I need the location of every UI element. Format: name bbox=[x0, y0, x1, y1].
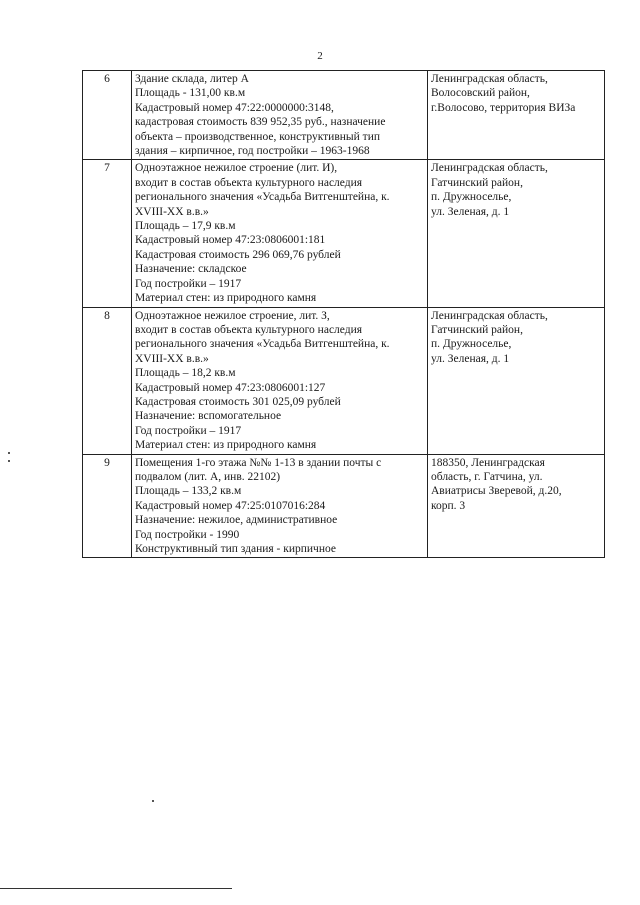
row-number: 9 bbox=[83, 454, 132, 558]
description-line: Помещения 1-го этажа №№ 1-13 в здании почты с bbox=[135, 456, 382, 469]
description-line: объекта – производственное, конструктивный тип bbox=[135, 130, 381, 143]
description-line: Здание склада, литер А bbox=[135, 73, 249, 85]
description-line: Площадь – 17,9 кв.м bbox=[135, 220, 236, 233]
description-line: Одноэтажное нежилое строение (лит. И), bbox=[135, 162, 338, 175]
description-line: Одноэтажное нежилое строение, лит. З, bbox=[135, 309, 330, 322]
description-line: XVIII-XX в.в.» bbox=[135, 205, 209, 218]
property-address bbox=[428, 307, 605, 454]
address-line: Гатчинский район, bbox=[431, 323, 523, 336]
row-number: 6 bbox=[83, 71, 132, 160]
table-row bbox=[83, 160, 605, 307]
property-description bbox=[132, 454, 428, 558]
property-description bbox=[132, 307, 428, 454]
address-line: ул. Зеленая, д. 1 bbox=[431, 205, 510, 218]
description-line: кадастровая стоимость 839 952,35 руб., назначение bbox=[135, 116, 386, 129]
address-line: Волосовский район, bbox=[431, 87, 530, 100]
table-row bbox=[83, 71, 605, 160]
description-line: Площадь – 133,2 кв.м bbox=[135, 485, 242, 498]
description-line: входит в состав объекта культурного наследия bbox=[135, 176, 363, 189]
scan-speck bbox=[152, 800, 154, 802]
property-address bbox=[428, 160, 605, 307]
description-line: Год постройки – 1917 bbox=[135, 277, 242, 290]
row-number: 7 bbox=[83, 160, 132, 307]
description-line: Кадастровый номер 47:23:0806001:181 bbox=[135, 234, 326, 247]
address-line: корп. 3 bbox=[431, 499, 466, 512]
description-line: регионального значения «Усадьба Витгенштейна, к. bbox=[135, 191, 390, 204]
description-line: Площадь - 131,00 кв.м bbox=[135, 87, 246, 100]
description-line: здания – кирпичное, год постройки – 1963-1968 bbox=[135, 145, 370, 158]
address-line: п. Дружноселье, bbox=[431, 191, 512, 204]
property-table-body bbox=[83, 71, 605, 558]
property-address bbox=[428, 454, 605, 558]
address-line: г.Волосово, территория ВИЗа bbox=[431, 101, 576, 114]
description-line: Год постройки - 1990 bbox=[135, 528, 240, 541]
description-line: подвалом (лит. А, инв. 22102) bbox=[135, 470, 281, 483]
address-line: Ленинградская область, bbox=[431, 162, 548, 175]
description-line: Материал стен: из природного камня bbox=[135, 292, 317, 305]
description-line: Конструктивный тип здания - кирпичное bbox=[135, 543, 336, 555]
description-line: Назначение: вспомогательное bbox=[135, 410, 282, 423]
table-row bbox=[83, 454, 605, 558]
address-line: Авиатрисы Зверевой, д.20, bbox=[431, 485, 562, 498]
scan-speck bbox=[8, 460, 10, 462]
address-line: 188350, Ленинградская bbox=[431, 456, 545, 469]
property-address bbox=[428, 71, 605, 160]
scan-speck bbox=[8, 452, 10, 454]
description-line: Материал стен: из природного камня bbox=[135, 439, 317, 452]
description-line: Назначение: нежилое, административное bbox=[135, 514, 338, 527]
property-description bbox=[132, 71, 428, 160]
property-description bbox=[132, 160, 428, 307]
address-line: область, г. Гатчина, ул. bbox=[431, 470, 543, 483]
address-line: Ленинградская область, bbox=[431, 73, 548, 85]
description-line: Год постройки – 1917 bbox=[135, 424, 242, 437]
description-line: Кадастровый номер 47:25:0107016:284 bbox=[135, 499, 326, 512]
row-number: 8 bbox=[83, 307, 132, 454]
description-line: Кадастровая стоимость 296 069,76 рублей bbox=[135, 248, 341, 261]
description-line: Кадастровая стоимость 301 025,09 рублей bbox=[135, 395, 341, 408]
table-row bbox=[83, 307, 605, 454]
address-line: Гатчинский район, bbox=[431, 176, 523, 189]
page-number: 2 bbox=[317, 50, 323, 62]
address-line: ул. Зеленая, д. 1 bbox=[431, 352, 510, 365]
description-line: регионального значения «Усадьба Витгенштейна, к. bbox=[135, 338, 390, 351]
footer-rule bbox=[0, 888, 232, 889]
description-line: Кадастровый номер 47:23:0806001:127 bbox=[135, 381, 326, 394]
property-table bbox=[82, 70, 605, 558]
description-line: входит в состав объекта культурного наследия bbox=[135, 323, 363, 336]
description-line: Площадь – 18,2 кв.м bbox=[135, 367, 236, 380]
description-line: XVIII-XX в.в.» bbox=[135, 352, 209, 365]
address-line: п. Дружноселье, bbox=[431, 338, 512, 351]
description-line: Кадастровый номер 47:22:0000000:3148, bbox=[135, 101, 334, 114]
description-line: Назначение: складское bbox=[135, 263, 247, 276]
address-line: Ленинградская область, bbox=[431, 309, 548, 322]
